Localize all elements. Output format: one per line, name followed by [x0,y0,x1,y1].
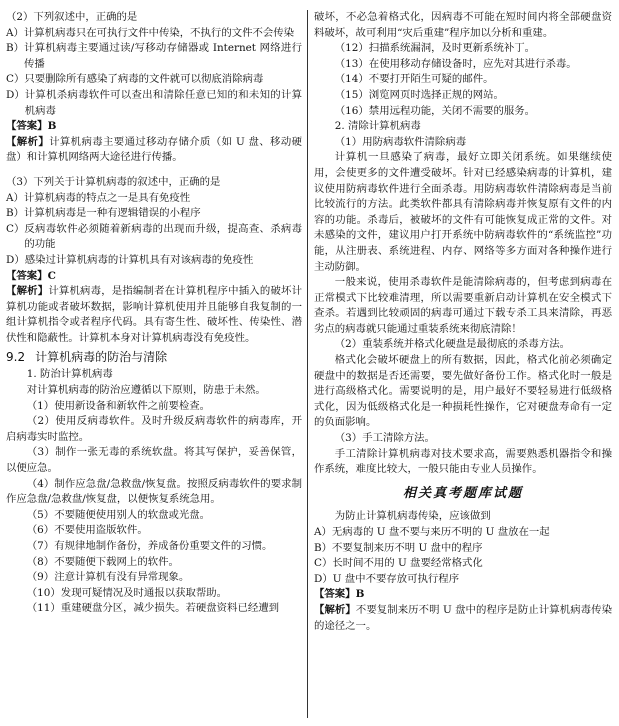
exam-answer: 【答案】B [314,588,365,601]
method-3-title: （3）手工清除方法。 [334,432,435,445]
exam-option-c: C） 长时间不用的 U 盘要经常格式化 [314,557,483,570]
list-item: （15）浏览网页时选择正规的网站。 [334,88,504,101]
method-1-paragraph: 计算机一旦感染了病毒，最好立即关闭系统。如果继续使用，会使更多的文件遭受破坏。针对已经感染病毒的计算机，建议使用防病毒软件进行全面杀毒。用防病毒软件清除病毒是当前比较流行的方法。此类软件都具有清除病毒并恢复原有文件的内容的功能。杀毒后，被破坏的文件有可能恢复成正常的文件。对未感染的文件，建议用户打开系统中防病毒软件的“系统监控”功能，从注册表、系统进程、内存、网络等多方面对各种操作进行主动防御。 [314,151,612,273]
exam-question-stem: 为防止计算机病毒传染，应该做到 [334,510,491,523]
question-2-analysis: 【解析】计算机病毒主要通过移动存储介质（如 U 盘、移动硬盘）和计算机网络两大途径进行传播。 [6,135,302,164]
question-3-option-d: D） 感染过计算机病毒的计算机具有对该病毒的免疫性 [6,253,254,266]
question-3-analysis: 【解析】计算机病毒，是指编制者在计算机程序中插入的破坏计算机功能或者破坏数据，影响计算机使用并且能够自我复制的一组计算机指令或者程序代码。具有寄生性、破坏性、传染性、潜伏性和隐蔽性。计算机本身对计算机病毒没有免疫性。 [6,285,302,344]
question-2-option-d: D） 计算机杀病毒软件可以查出和清除任意已知的和未知的计算机病毒 [6,88,302,117]
method-1-paragraph-2: 一般来说，使用杀毒软件是能清除病毒的，但考虑到病毒在正常模式下比较难清理，所以需要重新启动计算机在安全模式下查杀。若遇到比较顽固的病毒可通过下载专杀工具来清除，再恶劣点的病毒就只能通过重装系统来彻底清除！ [314,276,612,335]
question-3-option-b: B） 计算机病毒是一种有逻辑错误的小程序 [6,207,201,220]
exam-analysis: 【解析】不要复制来历不明 U 盘中的程序是防止计算机病毒传染的途径之一。 [314,603,612,632]
list-item: （11）重建硬盘分区，减少损失。若硬盘资料已经遭到 [26,602,280,615]
list-item: （7）有规律地制作备份，养成备份重要文件的习惯。 [26,540,273,552]
list-item: （5）不要随便使用别人的软盘或光盘。 [26,508,211,521]
question-2-answer: 【答案】B [6,120,57,133]
list-item: （10）发现可疑情况及时通报以获取帮助。 [26,586,228,599]
exam-option-a: A） 无病毒的 U 盘不要与来历不明的 U 盘放在一起 [314,526,550,538]
method-3-paragraph: 手工清除计算机病毒对技术要求高，需要熟悉机器指令和操作系统，难度比较大，一般只能由专业人员操作。 [314,447,612,476]
exam-option-d: D） U 盘中不要存放可执行程序 [314,572,460,585]
list-item: （8）不要随便下载网上的软件。 [26,555,179,568]
list-item: （4）制作应急盘/急救盘/恢复盘。按照反病毒软件的要求制作应急盘/急救盘/恢复盘，以便恢复系统急用。 [6,477,302,506]
list-item: （14）不要打开陌生可疑的邮件。 [334,73,494,86]
section-heading: 9.2 计算机病毒的防治与清除 [6,350,168,365]
list-item-continuation: 破坏，不必急着格式化，因病毒不可能在短时间内将全部硬盘资料破坏，故可利用“灾后重建”程序加以分析和重建。 [314,11,612,39]
subheading-prevention: 1. 防治计算机病毒 [26,368,113,381]
question-3-option-c: C） 反病毒软件必须随着新病毒的出现而升级，提高查、杀病毒的功能 [6,222,302,251]
method-1-title: （1）用防病毒软件清除病毒 [334,135,467,148]
right-column [314,10,612,634]
question-3-answer: 【答案】C [6,269,56,282]
question-2-stem: （2）下列叙述中，正确的是 [6,11,138,23]
column-divider [307,10,308,718]
left-column [6,10,302,617]
list-item: （1）使用新设备和新软件之前要检查。 [26,399,211,412]
list-item: （16）禁用远程功能，关闭不需要的服务。 [334,104,536,117]
list-item: （9）注意计算机有没有异常现象。 [26,571,190,584]
exam-questions-title: 相关真考题库试题 [402,485,523,501]
subheading-removal: 2. 清除计算机病毒 [334,120,421,133]
list-item: （6）不要使用盗版软件。 [26,524,148,537]
list-item: （12）扫描系统漏洞，及时更新系统补丁。 [334,42,536,55]
question-2-option-a: A） 计算机病毒只在可执行文件中传染，不执行的文件不会传染 [6,26,295,39]
method-2-title: （2）重装系统并格式化硬盘是最彻底的杀毒方法。 [334,338,570,351]
list-item: （2）使用反病毒软件。及时升级反病毒软件的病毒库，开启病毒实时监控。 [6,415,302,443]
question-2-option-b: B） 计算机病毒主要通过读/写移动存储器或 Internet 网络进行传播 [6,42,302,70]
question-2-option-c: C） 只要删除所有感染了病毒的文件就可以彻底消除病毒 [6,73,264,86]
method-2-paragraph: 格式化会破坏硬盘上的所有数据，因此，格式化前必须确定硬盘中的数据是否还需要，要先做好备份工作。格式化时一般是进行高级格式化。需要说明的是，用户最好不要轻易进行低级格式化，因为低级格式化是一种损耗性操作，它对硬盘寿命有一定的负面影响。 [314,354,612,429]
prevention-intro: 对计算机病毒的防治应遵循以下原则，防患于未然。 [26,384,266,397]
exam-option-b: B） 不要复制来历不明 U 盘中的程序 [314,541,483,554]
list-item: （3）制作一张无毒的系统软盘。将其写保护，妥善保管，以便应急。 [6,446,302,475]
list-item: （13）在使用移动存储设备时，应先对其进行杀毒。 [334,57,577,70]
question-3-stem: （3）下列关于计算机病毒的叙述中，正确的是 [6,175,221,188]
question-3-option-a: A） 计算机病毒的特点之一是具有免疫性 [6,191,191,204]
